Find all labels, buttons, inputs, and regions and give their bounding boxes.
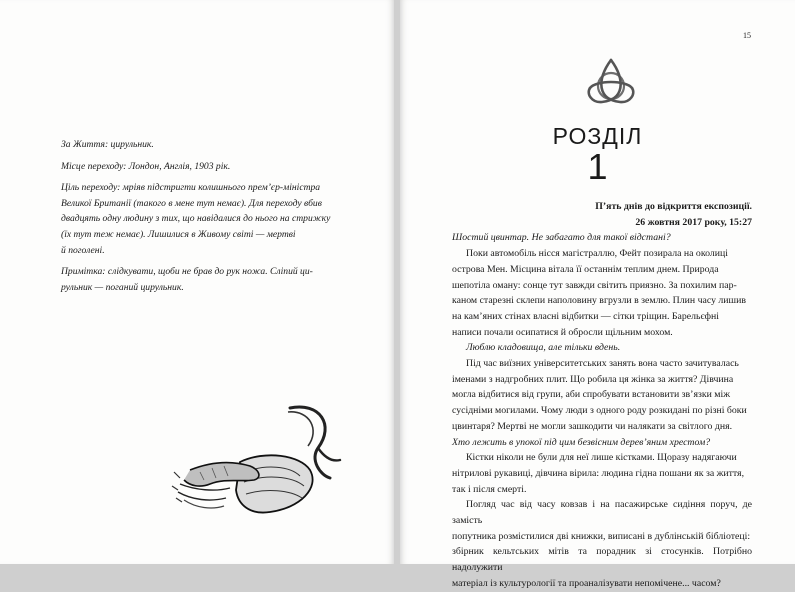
- text-line: на кам’яних стінах власні відбитки — сітки тріщин. Барельєфні: [452, 310, 719, 322]
- text-line: Шостий цвинтар. Не забагато для такої відстані?: [452, 232, 671, 244]
- chapter-body: [452, 199, 752, 592]
- text-line: так і після смерті.: [452, 483, 527, 495]
- text-line: каном старезні склепи наполовину вгрузли в землю. Плин часу лишив: [452, 295, 746, 307]
- text-line: написи почали осипатися й обросли щільним мохом.: [452, 326, 673, 338]
- note-goal-line: двадцять одну людину з тих, що навідалися до нього на стрижку: [61, 213, 331, 225]
- page-number: 15: [743, 31, 751, 40]
- chapter-title: РОЗДІЛ: [552, 123, 643, 149]
- date-heading-line: П’ять днів до відкриття експозиції.: [595, 201, 752, 212]
- note-goal-line: (їх тут теж немає). Лишилися в Живому світі — мертві: [61, 228, 296, 240]
- text-line: острова Мен. Місцина вітала її останнім теплим днем. Природа: [452, 263, 719, 275]
- text-line: попутника розмістилися дві книжки, виписані в дублінській бібліотеці:: [452, 530, 751, 542]
- note-place: Місце переходу: Лондон, Англія, 1903 рік.: [61, 160, 231, 172]
- text-line: цвинтаря? Мертві не могли зашкодити чи налякати за світлого дня.: [452, 420, 733, 432]
- date-heading-line: 26 жовтня 2017 року, 15:27: [635, 216, 752, 228]
- note-goal-line: Великої Британії (такого в мене тут немає). Для переходу вбив: [61, 197, 322, 209]
- text-line: нітрилові рукавиці, дівчина вірила: людина гідна пошани як за життя,: [452, 467, 745, 479]
- note-goal-line: Ціль переходу: мріяв підстригти колишнього прем’єр-міністра: [61, 182, 321, 194]
- text-line: Хто лежить в упокої під цим безвісним дерев’яним хрестом?: [452, 436, 711, 448]
- note-remark-line: Примітка: слідкувати, щоби не брав до рук ножа. Сліпий ци-: [61, 266, 313, 278]
- text-line: сусідніми могилами. Чому люди з одного роду розкидані по різні боки: [452, 405, 747, 417]
- text-line: збірник кельтських мітів та порадник зі стосунків. Потрібно надолужити: [452, 546, 752, 574]
- chapter-number: 1: [587, 146, 608, 187]
- character-notes: [61, 137, 331, 301]
- text-line: Погляд час від часу ковзав і на пасажирське сидіння поруч, де замість: [452, 499, 752, 527]
- right-page: [400, 0, 795, 589]
- note-goal: [61, 180, 331, 258]
- text-line: матеріал із культурології та проаналізувати непомічене... чаcом?: [452, 577, 721, 589]
- note-goal-line: й поголені.: [61, 244, 105, 256]
- text-line: іменами з надгробних плит. Що робила ця жінка за життя? Дівчина: [452, 373, 734, 385]
- text-line: Люблю кладовища, але тільки вдень.: [466, 342, 621, 354]
- triquetra-icon: [582, 54, 640, 112]
- note-remark: [61, 264, 331, 295]
- text-line: шепотіла оману: сонце тут завжди світить приязно. За похилим пар-: [452, 279, 737, 291]
- text-line: могла відбитися від групи, аби спробувати встановити зв’язки між: [452, 389, 730, 401]
- left-page: [0, 0, 394, 564]
- note-remark-line: рульник — поганий цирульник.: [61, 281, 184, 293]
- text-line: Поки автомобіль нісся магістраллю, Фейт позирала на околиці: [466, 248, 728, 260]
- note-life: За Життя: цирульник.: [61, 139, 154, 150]
- text-line: Під час виїзних університетських занять вона часто зачитувалась: [466, 358, 739, 370]
- text-line: Кістки ніколи не були для неї лише кістками. Щоразу надягаючи: [466, 452, 737, 464]
- razor-hand-illustration: [170, 400, 345, 520]
